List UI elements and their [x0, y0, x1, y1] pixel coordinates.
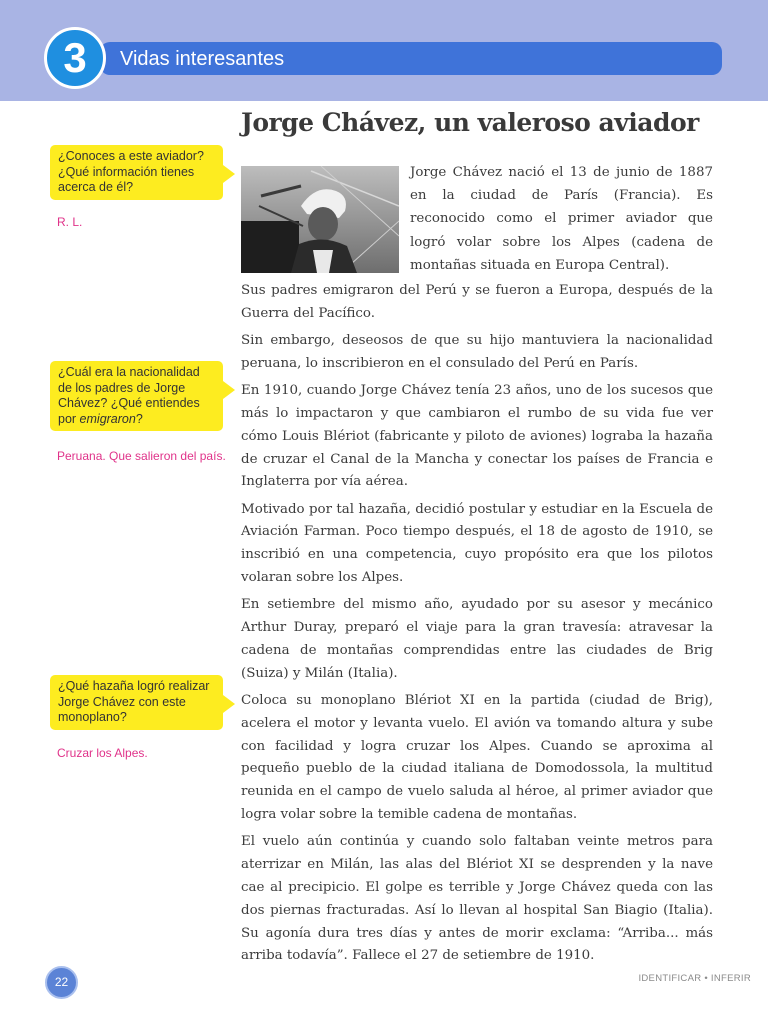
- question-text-1: ¿Conoces a este aviador? ¿Qué información tienes acerca de él?: [58, 149, 204, 194]
- answer-text-1: R. L.: [57, 215, 83, 229]
- answer-text-3: Cruzar los Alpes.: [57, 746, 148, 760]
- aviator-photo: [241, 166, 399, 273]
- article-paragraph: En 1910, cuando Jorge Chávez tenía 23 años, uno de los sucesos que más lo impactaron y que cambiaron el rumbo de su vida fue ver cómo Louis Blériot (fabricante y piloto de aviones) lograba la hazaña de cruzar el Canal de la Mancha y conectar los países de Francia e Inglaterra por vía aérea.: [241, 383, 713, 490]
- article-paragraph: El vuelo aún continúa y cuando solo faltaban veinte metros para aterrizar en Milán, las alas del Blériot XI se desprenden y la nave cae al precipicio. El golpe es terrible y Jorge Chávez queda con las dos piernas fracturadas. Así lo llevan al hospital San Biagio (Italia). Su agonía dura tres días y antes de morir exclama: “Arriba... más arriba todavía”. Fallece el 27 de setiembre de 1910.: [241, 834, 713, 964]
- article-paragraph: Sus padres emigraron del Perú y se fueron a Europa, después de la Guerra del Pacífico.: [241, 283, 713, 321]
- article-title: Jorge Chávez, un valeroso aviador: [241, 108, 699, 137]
- question-box-3: [50, 675, 223, 730]
- article-paragraph: Sin embargo, deseosos de que su hijo mantuviera la nacionalidad peruana, lo inscribieron en el consulado del Perú en París.: [241, 333, 713, 371]
- article-paragraph: Coloca su monoplano Blériot XI en la partida (ciudad de Brig), acelera el motor y levanta vuelo. El avión va tomando altura y sube con facilidad y logra cruzar los Alpes. Cuando se aproxima al pequeño pueblo de la ciudad italiana de Domodossola, la multitud reunida en el campo de vuelo saluda al héroe, al primer aviador que logra volar sobre la temible cadena de montañas.: [241, 693, 713, 823]
- page-number: 22: [45, 966, 78, 999]
- article-intro: Jorge Chávez nació el 13 de junio de 1887 en la ciudad de París (Francia). Es reconocido como el primer aviador que logró volar sobre los Alpes (cadena de montañas situada en Europa Central).: [410, 165, 713, 273]
- aviator-photo-icon: [241, 166, 399, 273]
- article-paragraph: En setiembre del mismo año, ayudado por su asesor y mecánico Arthur Duray, preparó el viaje para la gran travesía: atravesar la cadena de montañas comprendidas entre las ciudades de Brig (Suiza) y Milán (Italia).: [241, 597, 713, 681]
- chapter-number-badge: 3: [44, 27, 106, 89]
- chapter-title: Vidas interesantes: [120, 48, 285, 70]
- article-body: [241, 280, 713, 973]
- question-text-2b: ?: [135, 411, 143, 426]
- footer-tags: IDENTIFICAR • INFERIR: [638, 973, 751, 984]
- question-box-2: [50, 361, 223, 431]
- question-text-3: ¿Qué hazaña logró realizar Jorge Chávez con este monoplano?: [58, 679, 210, 724]
- question-text-2a: ¿Cuál era la nacionalidad de los padres de Jorge Chávez? ¿Qué entiendes por: [58, 365, 200, 426]
- article-paragraph: Motivado por tal hazaña, decidió postular y estudiar en la Escuela de Aviación Farman. Poco tiempo después, el 18 de agosto de 1910, se inscribió en una competencia, cuyo propósito era que los pilotos volaran sobre los Alpes.: [241, 501, 713, 586]
- question-text-2-emphasis: emigraron: [79, 411, 136, 426]
- answer-text-2: Peruana. Que salieron del país.: [57, 449, 226, 463]
- question-box-1: [50, 145, 223, 200]
